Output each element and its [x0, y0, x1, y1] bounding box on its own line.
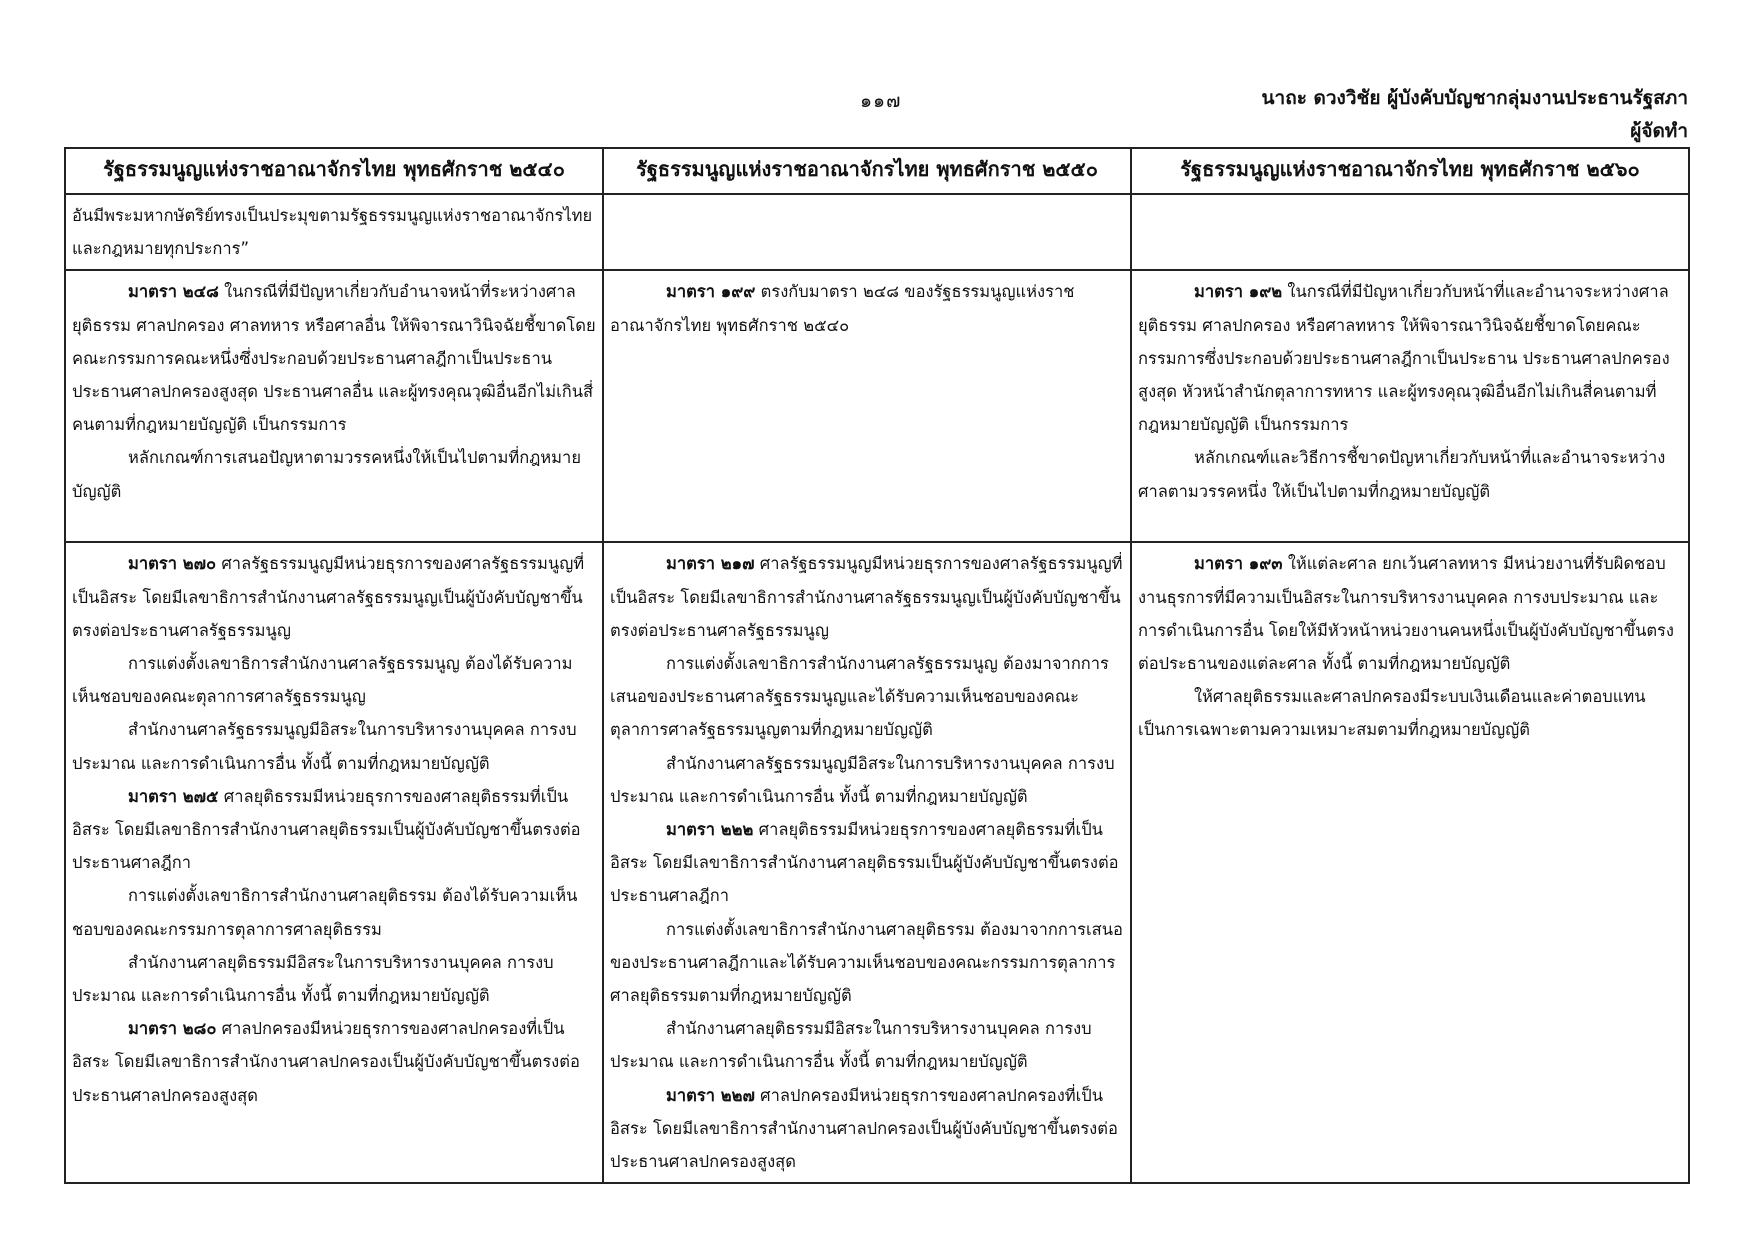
- cell-2550: [603, 270, 1131, 542]
- author-name: นาถะ ดวงวิชัย ผู้บังคับบัญชากลุ่มงานประธานรัฐสภา: [1261, 87, 1688, 109]
- section-number: มาตรา ๒๗๐: [128, 554, 217, 574]
- author-credit: [1128, 82, 1688, 148]
- cell-2550: [603, 542, 1131, 1183]
- paragraph: [610, 275, 1124, 341]
- section-number: มาตรา ๒๑๗: [666, 554, 755, 574]
- column-header-2550: รัฐธรรมนูญแห่งราชอาณาจักรไทย พุทธศักราช ๒๕๕๐: [603, 148, 1131, 194]
- paragraph: [72, 946, 596, 1012]
- author-role: ผู้จัดทำ: [1630, 120, 1688, 142]
- paragraph-text: ศาลปกครองมีหน่วยธุรการของศาลปกครองที่เป็นอิสระ โดยมีเลขาธิการสำนักงานศาลปกครองเป็นผู้บังคับบัญชาขึ้นตรงต่อประธานศาลปกครองสูงสุด: [72, 1019, 580, 1105]
- paragraph-text: ศาลยุติธรรมมีหน่วยธุรการของศาลยุติธรรมที่เป็นอิสระ โดยมีเลขาธิการสำนักงานศาลยุติธรรมเป็นผู้บังคับบัญชาขึ้นตรงต่อประธานศาลฎีกา: [72, 786, 581, 873]
- paragraph: [610, 1079, 1124, 1179]
- cell-2560: [1131, 542, 1689, 1183]
- section-number: มาตรา ๒๔๘: [128, 282, 219, 302]
- cell-2540: [65, 194, 603, 270]
- cell-2540: [65, 270, 603, 542]
- column-header-2540: รัฐธรรมนูญแห่งราชอาณาจักรไทย พุทธศักราช ๒๕๔๐: [65, 148, 603, 194]
- paragraph: [1138, 441, 1682, 507]
- comparison-table: [64, 147, 1690, 1184]
- paragraph: [1138, 275, 1682, 441]
- paragraph-text: สำนักงานศาลยุติธรรมมีอิสระในการบริหารงานบุคคล การงบประมาณ และการดำเนินการอื่น ทั้งนี้ ตามที่กฎหมายบัญญัติ: [610, 1019, 1092, 1072]
- paragraph: [610, 647, 1124, 747]
- paragraph-text: ในกรณีที่มีปัญหาเกี่ยวกับอำนาจหน้าที่ระหว่างศาลยุติธรรม ศาลปกครอง ศาลทหาร หรือศาลอื่น ให้พิจารณาวินิจฉัยชี้ขาดโดยคณะกรรมการคณะหนึ่งซึ่งประกอบด้วยประธานศาลฎีกาเป็นประธาน ประธานศาลปกครองสูงสุด ประธานศาลอื่น และผู้ทรงคุณวุฒิอื่นอีกไม่เกินสี่คนตามที่กฎหมายบัญญัติ เป็นกรรมการ: [72, 282, 596, 435]
- paragraph: [72, 780, 596, 880]
- section-number: มาตรา ๒๘๐: [128, 1019, 217, 1039]
- paragraph-text: การแต่งตั้งเลขาธิการสำนักงานศาลยุติธรรม ต้องได้รับความเห็นชอบของคณะกรรมการตุลาการศาลยุติธรรม: [72, 886, 578, 939]
- cell-2550: [603, 194, 1131, 270]
- paragraph: [72, 879, 596, 945]
- paragraph-text: การแต่งตั้งเลขาธิการสำนักงานศาลรัฐธรรมนูญ ต้องได้รับความเห็นชอบของคณะตุลาการศาลรัฐธรรมนูญ: [72, 654, 573, 707]
- cell-2560: [1131, 270, 1689, 542]
- table-row: [65, 194, 1689, 270]
- cell-2560: [1131, 194, 1689, 270]
- paragraph-text: ศาลรัฐธรรมนูญมีหน่วยธุรการของศาลรัฐธรรมนูญที่เป็นอิสระ โดยมีเลขาธิการสำนักงานศาลรัฐธรรมนูญเป็นผู้บังคับบัญชาขึ้นตรงต่อประธานศาลรัฐธรรมนูญ: [610, 554, 1123, 640]
- paragraph-text: ศาลยุติธรรมมีหน่วยธุรการของศาลยุติธรรมที่เป็นอิสระ โดยมีเลขาธิการสำนักงานศาลยุติธรรมเป็นผู้บังคับบัญชาขึ้นตรงต่อประธานศาลฎีกา: [610, 820, 1119, 906]
- section-number: มาตรา ๑๙๓: [1194, 554, 1283, 574]
- paragraph-text: ตรงกับมาตรา ๒๔๘ ของรัฐธรรมนูญแห่งราชอาณาจักรไทย พุทธศักราช ๒๕๔๐: [610, 282, 1075, 335]
- paragraph: [72, 275, 596, 441]
- paragraph: [72, 547, 596, 647]
- paragraph: [72, 647, 596, 713]
- paragraph: [72, 713, 596, 779]
- paragraph-text: การแต่งตั้งเลขาธิการสำนักงานศาลยุติธรรม ต้องมาจากการเสนอของประธานศาลฎีกาและได้รับความเห็นชอบของคณะกรรมการตุลาการศาลยุติธรรมตามที่กฎหมายบัญญัติ: [610, 919, 1123, 1006]
- paragraph-text: สำนักงานศาลยุติธรรมมีอิสระในการบริหารงานบุคคล การงบประมาณ และการดำเนินการอื่น ทั้งนี้ ตามที่กฎหมายบัญญัติ: [72, 952, 554, 1006]
- table-row: [65, 270, 1689, 542]
- table-row: [65, 542, 1689, 1183]
- paragraph: [610, 747, 1124, 813]
- paragraph: [1138, 680, 1682, 746]
- paragraph-text: ในกรณีที่มีปัญหาเกี่ยวกับหน้าที่และอำนาจระหว่างศาลยุติธรรม ศาลปกครอง หรือศาลทหาร ให้พิจารณาวินิจฉัยชี้ขาดโดยคณะกรรมการซึ่งประกอบด้วยประธานศาลฎีกาเป็นประธาน ประธานศาลปกครองสูงสุด หัวหน้าสำนักตุลาการทหาร และผู้ทรงคุณวุฒิอื่นอีกไม่เกินสี่คนตามที่กฎหมายบัญญัติ เป็นกรรมการ: [1138, 282, 1670, 435]
- paragraph-text: ให้ศาลยุติธรรมและศาลปกครองมีระบบเงินเดือนและค่าตอบแทนเป็นการเฉพาะตามความเหมาะสมตามที่กฎหมายบัญญัติ: [1138, 687, 1646, 740]
- paragraph: [610, 1012, 1124, 1078]
- section-number: มาตรา ๒๗๕: [128, 786, 219, 806]
- paragraph-text: สำนักงานศาลรัฐธรรมนูญมีอิสระในการบริหารงานบุคคล การงบประมาณ และการดำเนินการอื่น ทั้งนี้ ตามที่กฎหมายบัญญัติ: [72, 720, 577, 773]
- paragraph: [72, 1012, 596, 1112]
- paragraph: [72, 441, 596, 507]
- section-number: มาตรา ๒๒๗: [666, 1085, 755, 1105]
- page-number: ๑๑๗: [860, 90, 902, 112]
- paragraph-text: การแต่งตั้งเลขาธิการสำนักงานศาลรัฐธรรมนูญ ต้องมาจากการเสนอของประธานศาลรัฐธรรมนูญและได้รับความเห็นชอบของคณะตุลาการศาลรัฐธรรมนูญตามที่กฎหมายบัญญัติ: [610, 654, 1109, 740]
- paragraph: [1138, 547, 1682, 680]
- paragraph: [610, 547, 1124, 647]
- table-header-row: [65, 148, 1689, 194]
- section-number: มาตรา ๑๙๒: [1194, 282, 1283, 302]
- cell-2540: [65, 542, 603, 1183]
- paragraph-text: ศาลปกครองมีหน่วยธุรการของศาลปกครองที่เป็นอิสระ โดยมีเลขาธิการสำนักงานศาลปกครองเป็นผู้บังคับบัญชาขึ้นตรงต่อประธานศาลปกครองสูงสุด: [610, 1085, 1118, 1172]
- section-number: มาตรา ๒๒๒: [666, 820, 754, 840]
- paragraph-text: สำนักงานศาลรัฐธรรมนูญมีอิสระในการบริหารงานบุคคล การงบประมาณ และการดำเนินการอื่น ทั้งนี้ ตามที่กฎหมายบัญญัติ: [610, 753, 1115, 806]
- paragraph-text: ศาลรัฐธรรมนูญมีหน่วยธุรการของศาลรัฐธรรมนูญที่เป็นอิสระ โดยมีเลขาธิการสำนักงานศาลรัฐธรรมนูญเป็นผู้บังคับบัญชาขึ้นตรงต่อประธานศาลรัฐธรรมนูญ: [72, 554, 585, 640]
- paragraph: อันมีพระมหากษัตริย์ทรงเป็นประมุขตามรัฐธรรมนูญแห่งราชอาณาจักรไทยและกฎหมายทุกประการ”: [72, 206, 593, 259]
- paragraph: [610, 913, 1124, 1013]
- section-number: มาตรา ๑๙๙: [666, 282, 756, 302]
- paragraph-text: ให้แต่ละศาล ยกเว้นศาลทหาร มีหน่วยงานที่รับผิดชอบงานธุรการที่มีความเป็นอิสระในการบริหารงานบุคคล การงบประมาณ และการดำเนินการอื่น โดยให้มีหัวหน้าหน่วยงานคนหนึ่งเป็นผู้บังคับบัญชาขึ้นตรงต่อประธานของแต่ละศาล ทั้งนี้ ตามที่กฎหมายบัญญัติ: [1138, 554, 1674, 674]
- column-header-2560: รัฐธรรมนูญแห่งราชอาณาจักรไทย พุทธศักราช ๒๕๖๐: [1131, 148, 1689, 194]
- paragraph: [610, 813, 1124, 913]
- paragraph-text: หลักเกณฑ์และวิธีการชี้ขาดปัญหาเกี่ยวกับหน้าที่และอำนาจระหว่างศาลตามวรรคหนึ่ง ให้เป็นไปตามที่กฎหมายบัญญัติ: [1138, 448, 1666, 501]
- paragraph-text: หลักเกณฑ์การเสนอปัญหาตามวรรคหนึ่งให้เป็นไปตามที่กฎหมายบัญญัติ: [72, 448, 581, 501]
